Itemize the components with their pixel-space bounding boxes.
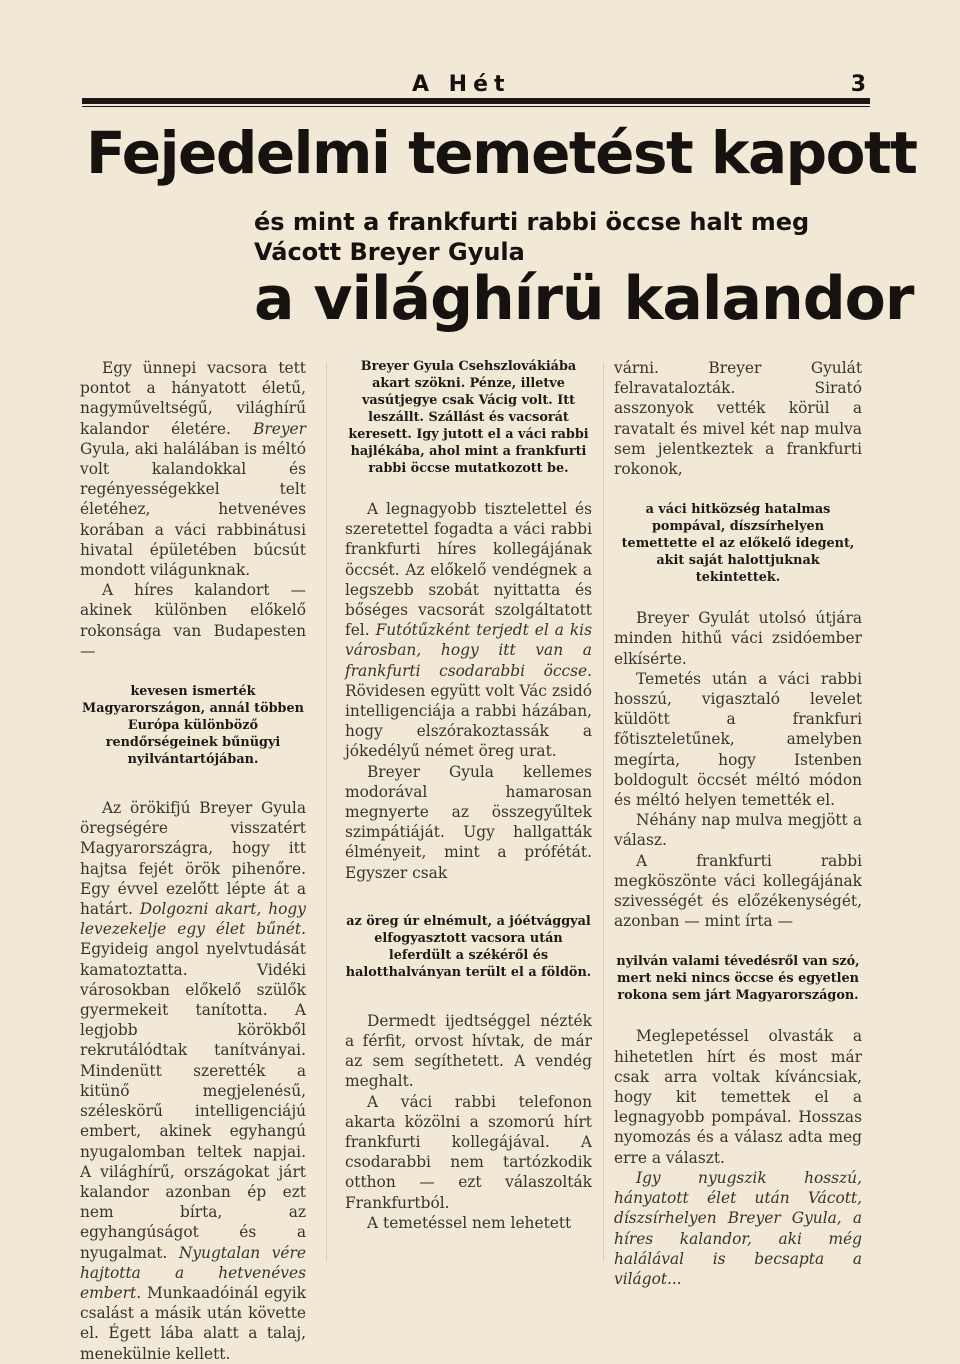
page-number: 3 xyxy=(850,72,866,97)
paragraph: Breyer Gyula kellemes modorával hamarosan megnyerte az összegyűltek szimpátiáját. Ugy hallgatták élményeit, mint a prófétát. Egyszer csak xyxy=(345,762,592,882)
bold-callout: a váci hitközség hatalmas pompával, díszsírhelyen temettette el az előkelő idegent, akit saját halottjuknak tekintettek. xyxy=(621,502,855,586)
paragraph: Dermedt ijedtséggel nézték a férfit, orvost hívtak, de már az sem segíthetett. A vendég meghalt. xyxy=(345,1011,592,1091)
paragraph xyxy=(80,798,306,1364)
article-column-2 xyxy=(345,358,592,1233)
italic-text: Futótűzként terjedt el a kis városban, hogy itt van a frankfurti csodarabbi öccse. xyxy=(345,621,592,680)
paragraph-text: Gyula, aki halálában is méltó volt kalandokkal és regényességekkel telt életéhez, hetvenéves korában a váci rabbinátusi hivatal épületében búcsút mondott világunknak. xyxy=(80,439,307,580)
bold-callout: nyilván valami tévedésről van szó, mert neki nincs öccse és egyetlen rokona sem járt Magyarországon. xyxy=(616,954,860,1004)
bold-callout: kevesen ismerték Magyarországon, annál többen Európa különböző rendőrségeinek bűnügyi nyilvántartójában. xyxy=(82,684,304,768)
headline-sub-2: Vácott Breyer Gyula xyxy=(254,238,525,266)
italic-text: Nyugtalan vére hajtotta a hetvenéves embert. xyxy=(80,1243,306,1302)
paragraph-text: Egy ünnepi vacsora tett pontot a hányatott életű, nagyműveltségű, világhírű kalandor életére. xyxy=(80,359,306,438)
italic-text: Breyer xyxy=(253,419,306,438)
paragraph: várni. Breyer Gyulát felravatalozták. Sirató asszonyok vették körül a ravatalt és mivel két nap mulva sem jelentkeztek a frankfurti rokonok, xyxy=(614,359,862,479)
paragraph: A temetéssel nem lehetett xyxy=(367,1213,572,1232)
bold-callout: Breyer Gyula Csehszlovákiába akart szökni. Pénze, illetve vasútjegye csak Vácig volt. Itt leszállt. Szállást és vacsorát keresett. Igy jutott el a váci rabbi hajlékába, ahol mint a frankfurti rabbi öccse mutatkozott be. xyxy=(348,359,589,476)
article-column-3 xyxy=(614,358,862,1289)
masthead-thin-rule xyxy=(82,106,870,107)
column-divider xyxy=(603,362,604,1262)
column-divider xyxy=(326,362,327,1262)
paragraph: Breyer Gyulát utolsó útjára minden hithű váci zsidóember elkísérte. xyxy=(614,609,862,668)
masthead-rule xyxy=(82,98,870,104)
paragraph: Temetés után a váci rabbi hosszú, vigasztaló levelet küldött a frankfuri főtiszteletűnek, amelyben megírta, hogy Istenben boldogult öccsét méltó módon és méltó helyen temették el. xyxy=(614,669,862,810)
masthead xyxy=(82,72,870,106)
paragraph xyxy=(80,358,306,580)
paragraph: A váci rabbi telefonon akarta közölni a szomorú hírt frankfurti kollegájával. A csodarabbi nem tartózkodik otthon — ezt válaszolták Frankfurtból. xyxy=(345,1092,592,1212)
publication-title: A Hét xyxy=(412,72,511,97)
paragraph: Meglepetéssel olvasták a hihetetlen hírt és most már csak arra voltak kíváncsiak, hogy kit temettek el a legnagyobb pompával. Hosszas nyomozás és a válasz adta meg erre a választ. xyxy=(614,1027,862,1167)
paragraph-text: A legnagyobb tisztelettel és szeretettel fogadta a váci rabbi frankfurti híres kollegájának öccsét. Az előkelő vendégnek a legszebb szobát nyittatta és bőséges vacsorát szolgáltatott fel. xyxy=(345,500,592,640)
bold-callout: az öreg úr elnémult, a jóétvággyal elfogyasztott vacsora után leferdült a székéről és halotthalványan terült el a földön. xyxy=(345,913,592,980)
paragraph-text: Az örökifjú Breyer Gyula öregségére visszatért Magyarországra, hogy itt hajtsa fejét örök pihenőre. Egy évvel ezelőtt lépte át a határt. xyxy=(80,799,306,919)
paragraph: A híres kalandort — akinek különben előkelő rokonsága van Budapesten — xyxy=(80,581,306,660)
paragraph: A frankfurti rabbi megköszönte váci kollegájának szivességét és előzékenységét, azonban — mint írta — xyxy=(614,851,862,931)
headline-sub-1: és mint a frankfurti rabbi öccse halt meg xyxy=(254,208,810,236)
paragraph: Néhány nap mulva megjött a válasz. xyxy=(614,811,862,850)
closing-italic-paragraph: Igy nyugszik hosszú, hányatott élet után Vácott, díszsírhelyen Breyer Gyula, a híres kalandor, aki még halálával is becsapta a világot... xyxy=(614,1168,862,1288)
paragraph xyxy=(345,499,592,762)
article-column-1 xyxy=(80,358,306,1364)
paragraph-text: Rövidesen együtt volt Vác zsidó intelligenciája a rabbi házában, hogy elszórakoztassák a jókedélyű német öreg urat. xyxy=(345,681,592,761)
paragraph-text: Munkaadóinál egyik csalást a másik után követte el. Égett lába alatt a talaj, menekülnie kellett. xyxy=(80,1283,306,1363)
paragraph-text: Egyideig angol nyelvtudását kamatoztatta. Vidéki városokban előkelő szülők gyermekeit tanította. A legjobb körökből rekrutálódtak tanítványai. Mindenütt szerették a kitünő megjelenésű, széleskörű intelligenciájú embert, akinek egyhangú nyugalomban teltek napjai. A világhírű, országokat járt kalandor azonban ép ezt nem bírta, az egyhangúságot és a nyugalmat. xyxy=(80,940,306,1262)
headline-main: Fejedelmi temetést kapott xyxy=(86,119,917,187)
headline-sub-3: a világhírü kalandor xyxy=(254,264,914,334)
italic-text: Dolgozni akart, hogy levezekelje egy élet bűnét. xyxy=(80,900,306,939)
